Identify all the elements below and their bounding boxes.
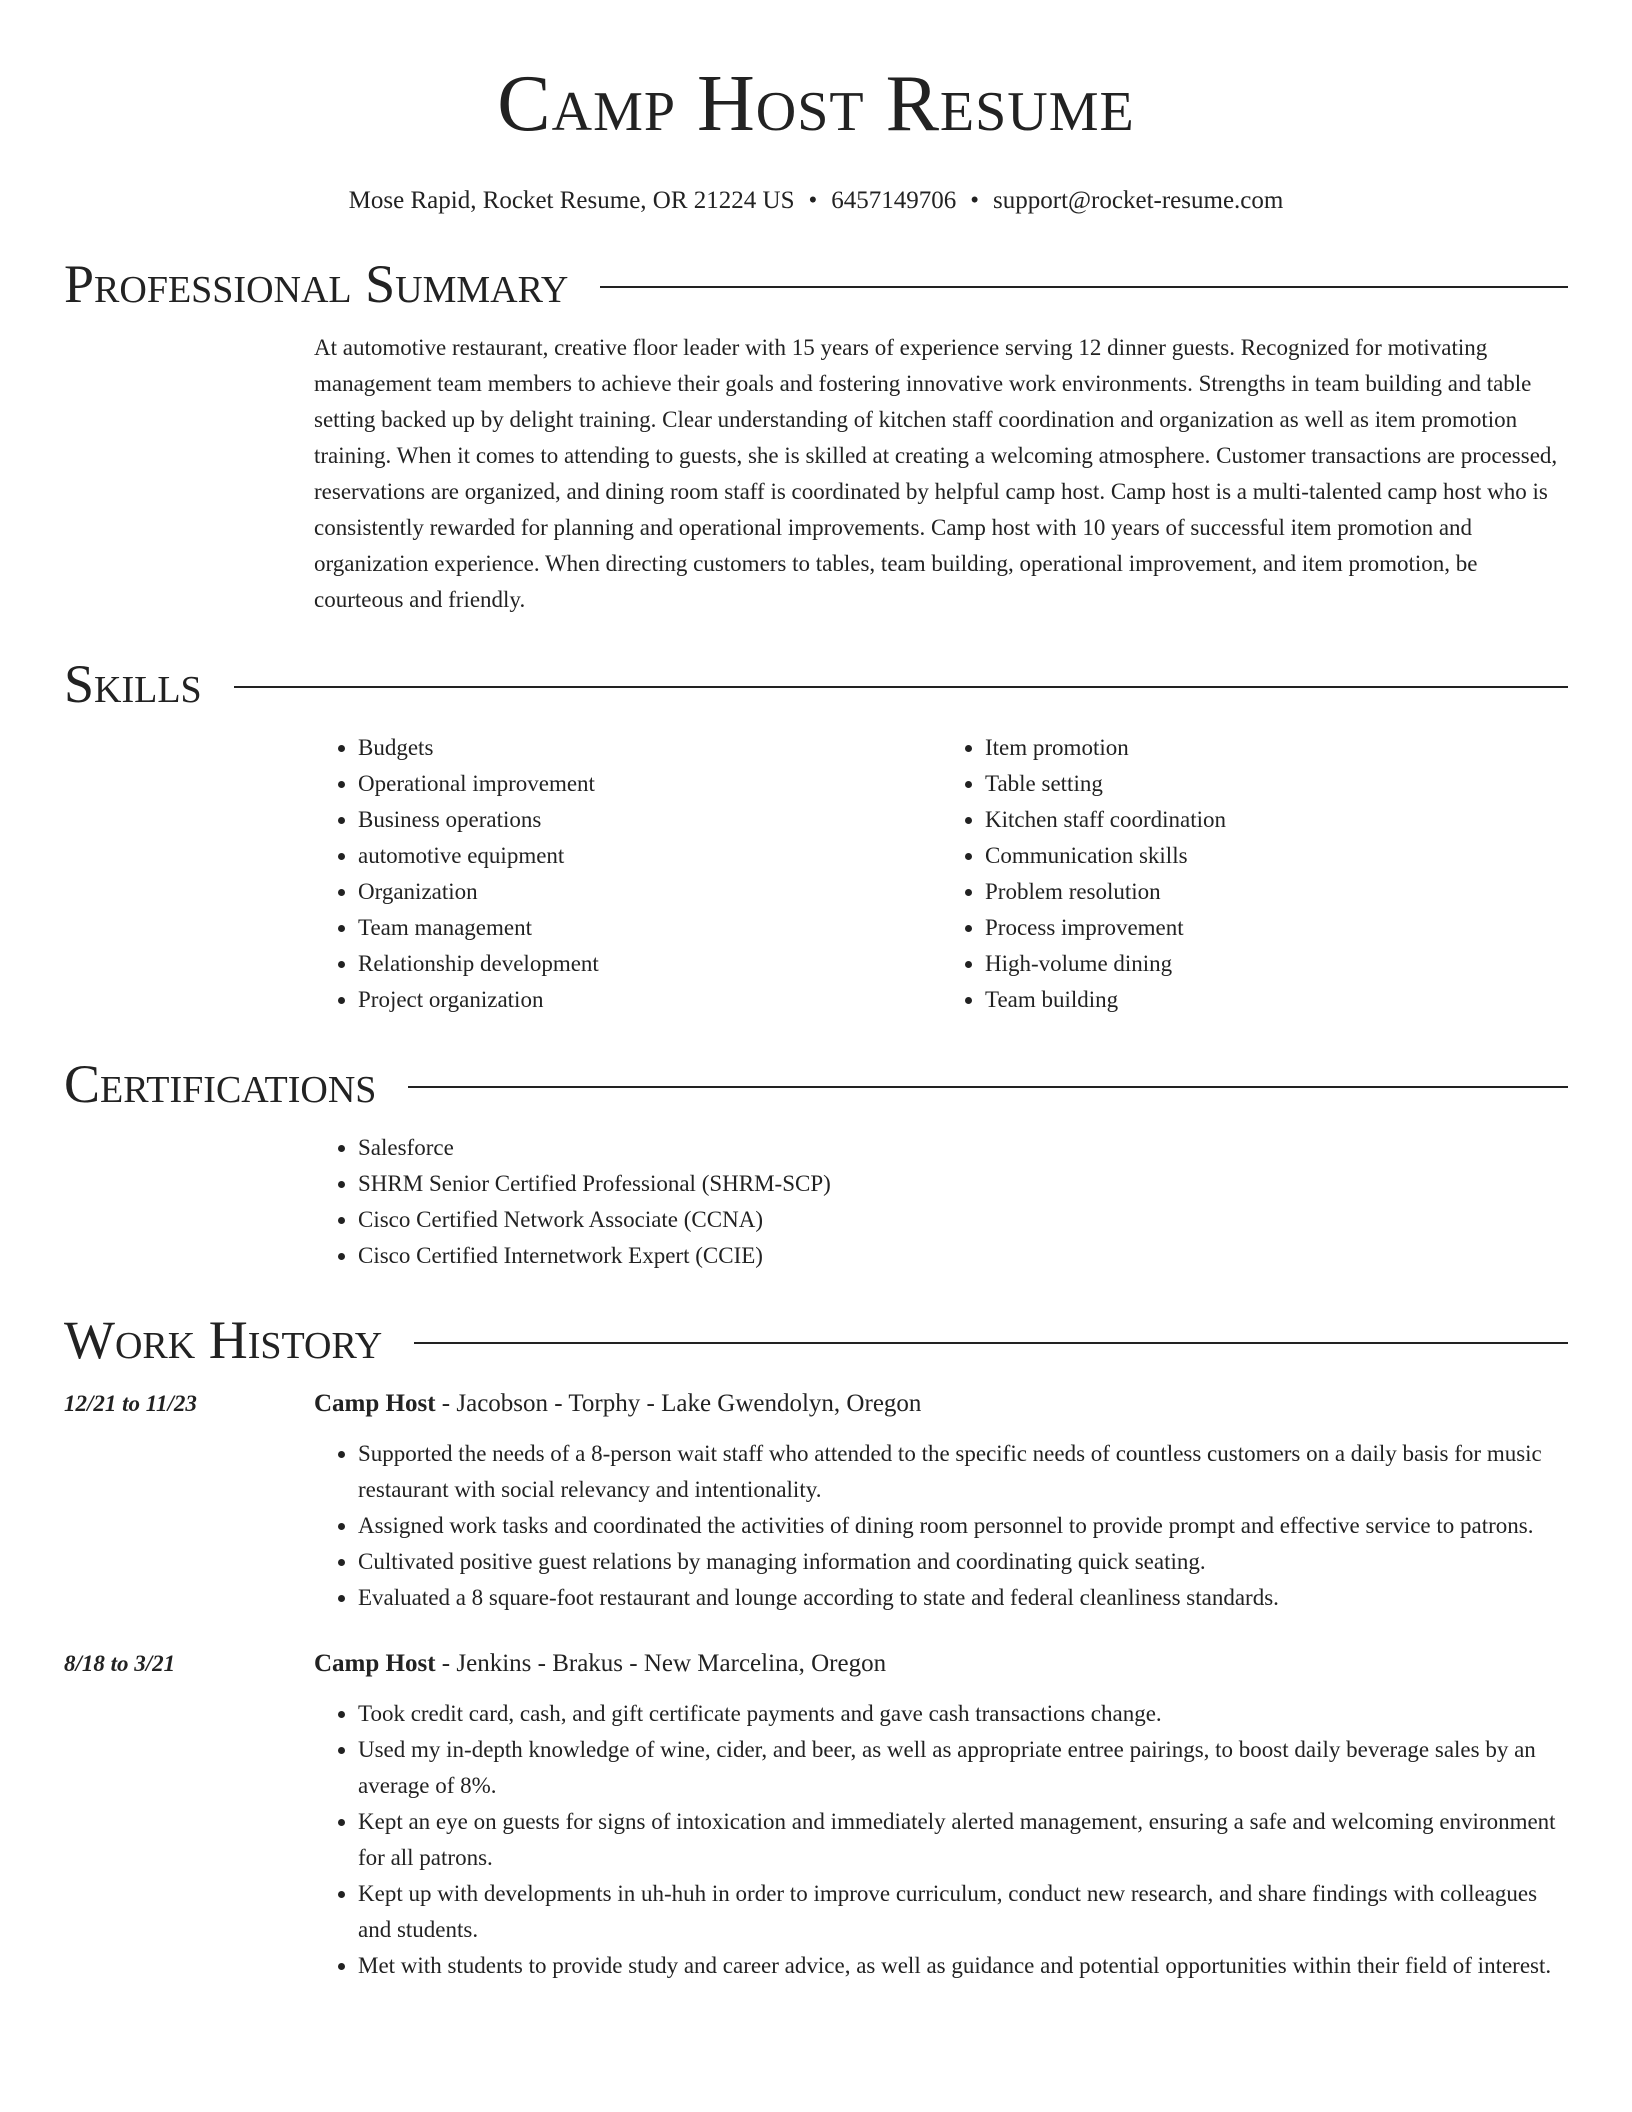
skill-item: • Team management <box>358 910 941 946</box>
certification-item: • Cisco Certified Network Associate (CCNA) <box>358 1202 1568 1238</box>
skill-item: • Project organization <box>358 982 941 1018</box>
skill-item: • High-volume dining <box>985 946 1568 982</box>
section-header <box>64 1308 1568 1372</box>
job-company: - Jenkins - Brakus - New Marcelina, Oregon <box>435 1650 887 1677</box>
contact-email[interactable]: support@rocket-resume.com <box>993 187 1284 214</box>
skills-list-left <box>314 730 941 1018</box>
job-company: - Jacobson - Torphy - Lake Gwendolyn, Oregon <box>435 1390 922 1417</box>
job-bullet: • Took credit card, cash, and gift certificate payments and gave cash transactions change. <box>358 1696 1568 1732</box>
job-details <box>314 1386 1568 1616</box>
skill-item: • Kitchen staff coordination <box>985 802 1568 838</box>
job-dates: 8/18 to 3/21 <box>64 1651 176 1676</box>
job-title: Camp Host <box>314 1390 436 1417</box>
section-header <box>64 652 1568 716</box>
job-bullet: • Kept up with developments in uh-huh in order to improve curriculum, conduct new research, and share findings with colleagues and students. <box>358 1876 1568 1948</box>
section-header <box>64 1052 1568 1116</box>
section-divider <box>234 686 1568 688</box>
job-bullet: • Cultivated positive guest relations by managing information and coordinating quick seating. <box>358 1544 1568 1580</box>
certifications-heading: Certifications <box>64 1054 377 1114</box>
skill-item: • Operational improvement <box>358 766 941 802</box>
job-bullets <box>314 1436 1568 1616</box>
section-divider <box>408 1086 1568 1088</box>
work-history-section <box>64 1308 1568 1984</box>
skills-list-right <box>941 730 1568 1018</box>
skills-heading: Skills <box>64 654 202 714</box>
skill-item: • Communication skills <box>985 838 1568 874</box>
job-heading <box>314 1386 1568 1422</box>
job-bullet: • Used my in-depth knowledge of wine, cider, and beer, as well as appropriate entree pairings, to boost daily beverage sales by an average of 8%. <box>358 1732 1568 1804</box>
certifications-body <box>314 1130 1568 1274</box>
summary-text: At automotive restaurant, creative floor leader with 15 years of experience serving 12 dinner guests. Recognized for motivating management team members to achieve their goals and fostering innovative work environments. Strengths in team building and table setting backed up by delight training. Clear understanding of kitchen staff coordination and organization as well as item promotion training. When it comes to attending to guests, she is skilled at creating a welcoming atmosphere. Customer transactions are processed, reservations are organized, and dining room staff is coordinated by helpful camp host. Camp host is a multi-talented camp host who is consistently rewarded for planning and operational improvements. Camp host with 10 years of successful item promotion and organization experience. When directing customers to tables, team building, operational improvement, and item promotion, be courteous and friendly. <box>314 335 1558 612</box>
contact-line <box>64 184 1568 218</box>
certification-item: • Salesforce <box>358 1130 1568 1166</box>
contact-separator: • <box>808 187 818 214</box>
skill-item: • Organization <box>358 874 941 910</box>
job-dates: 12/21 to 11/23 <box>64 1391 197 1416</box>
job-details <box>314 1646 1568 1984</box>
job-bullet: • Evaluated a 8 square-foot restaurant and lounge according to state and federal cleanliness standards. <box>358 1580 1568 1616</box>
skill-item: • Problem resolution <box>985 874 1568 910</box>
skill-item: • automotive equipment <box>358 838 941 874</box>
skill-item: • Relationship development <box>358 946 941 982</box>
section-divider <box>414 1342 1568 1344</box>
job-bullets <box>314 1696 1568 1984</box>
job-bullet: • Supported the needs of a 8-person wait staff who attended to the specific needs of countless customers on a daily basis for music restaurant with social relevancy and intentionality. <box>358 1436 1568 1508</box>
job-entry <box>64 1386 1568 1616</box>
certification-item: • Cisco Certified Internetwork Expert (CCIE) <box>358 1238 1568 1274</box>
section-header <box>64 252 1568 316</box>
resume-title: Camp Host Resume <box>497 60 1135 148</box>
section-divider <box>600 286 1568 288</box>
job-bullet: • Kept an eye on guests for signs of intoxication and immediately alerted management, ensuring a safe and welcoming environment for all patrons. <box>358 1804 1568 1876</box>
skill-item: • Team building <box>985 982 1568 1018</box>
skills-columns <box>314 730 1568 1018</box>
skill-item: • Business operations <box>358 802 941 838</box>
job-heading <box>314 1646 1568 1682</box>
job-bullet: • Assigned work tasks and coordinated the activities of dining room personnel to provide prompt and effective service to patrons. <box>358 1508 1568 1544</box>
skills-section <box>64 652 1568 1018</box>
certification-item: • SHRM Senior Certified Professional (SHRM-SCP) <box>358 1166 1568 1202</box>
skill-item: • Table setting <box>985 766 1568 802</box>
contact-address: Mose Rapid, Rocket Resume, OR 21224 US <box>348 187 795 214</box>
job-entry <box>64 1646 1568 1984</box>
skill-item: • Item promotion <box>985 730 1568 766</box>
certifications-section <box>64 1052 1568 1274</box>
contact-phone: 6457149706 <box>831 187 957 214</box>
certifications-list <box>314 1130 1568 1274</box>
skill-item: • Process improvement <box>985 910 1568 946</box>
job-title: Camp Host <box>314 1650 436 1677</box>
summary-heading: Professional Summary <box>64 254 569 314</box>
work-history-heading: Work History <box>64 1310 383 1370</box>
summary-section <box>64 252 1568 618</box>
skill-item: • Budgets <box>358 730 941 766</box>
contact-separator: • <box>970 187 980 214</box>
job-bullet: • Met with students to provide study and career advice, as well as guidance and potential opportunities within their field of interest. <box>358 1948 1568 1984</box>
